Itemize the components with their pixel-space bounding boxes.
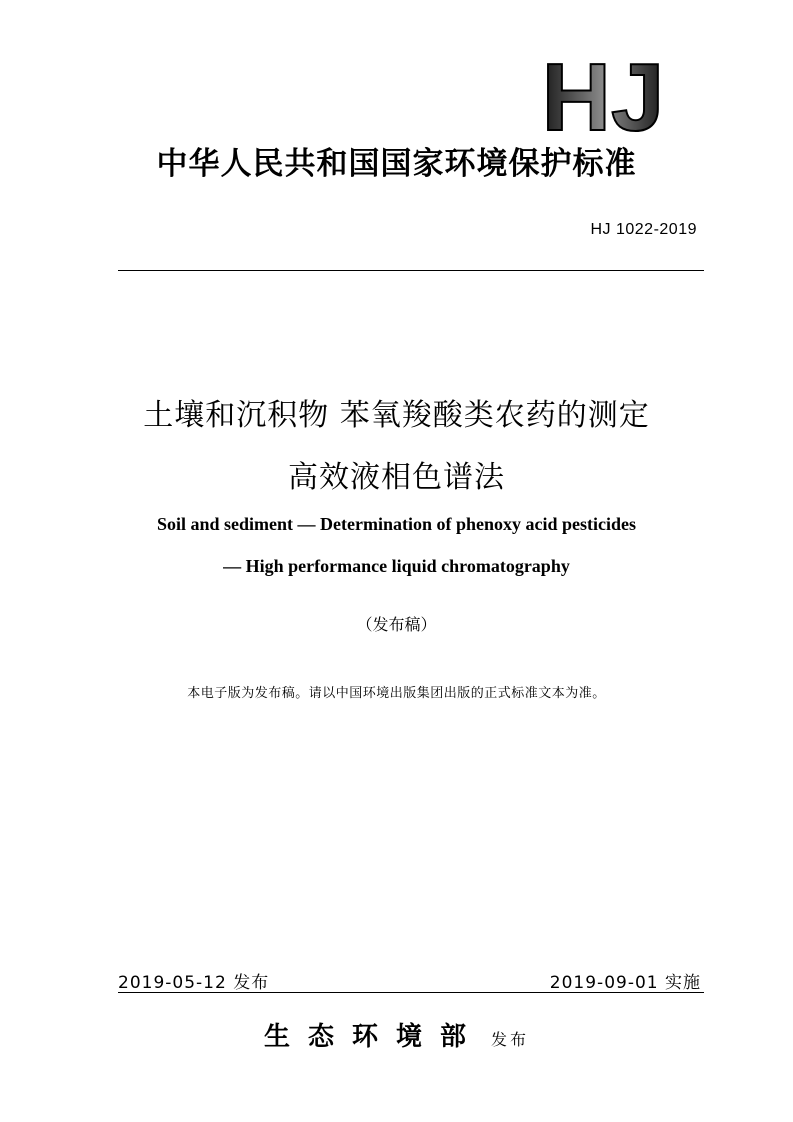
title-en-line2: — High performance liquid chromatography (223, 556, 570, 576)
release-status: （发布稿） (356, 615, 437, 634)
hj-logo-text: HJ (541, 52, 665, 136)
organization-title: 中华人民共和国国家环境保护标准 (156, 146, 637, 182)
implementation-date: 2019-09-01 实施 (549, 973, 701, 993)
hj-logo (528, 52, 678, 136)
issuer-line (0, 1016, 793, 1053)
title-cn-line1: 土壤和沉积物 苯氧羧酸类农药的测定 (143, 398, 650, 433)
issuer-action: 发布 (491, 1030, 530, 1049)
issue-date: 2019-05-12 发布 (118, 973, 270, 993)
top-divider (118, 270, 704, 271)
bottom-divider (118, 992, 704, 993)
title-en-line1: Soil and sediment — Determination of phenoxy acid pesticides (156, 514, 636, 534)
standard-number: HJ 1022-2019 (590, 221, 697, 238)
title-cn-line2: 高效液相色谱法 (288, 460, 505, 495)
edition-note: 本电子版为发布稿。请以中国环境出版集团出版的正式标准文本为准。 (187, 686, 606, 701)
issuer-name: 生态环境部 (263, 1022, 484, 1052)
